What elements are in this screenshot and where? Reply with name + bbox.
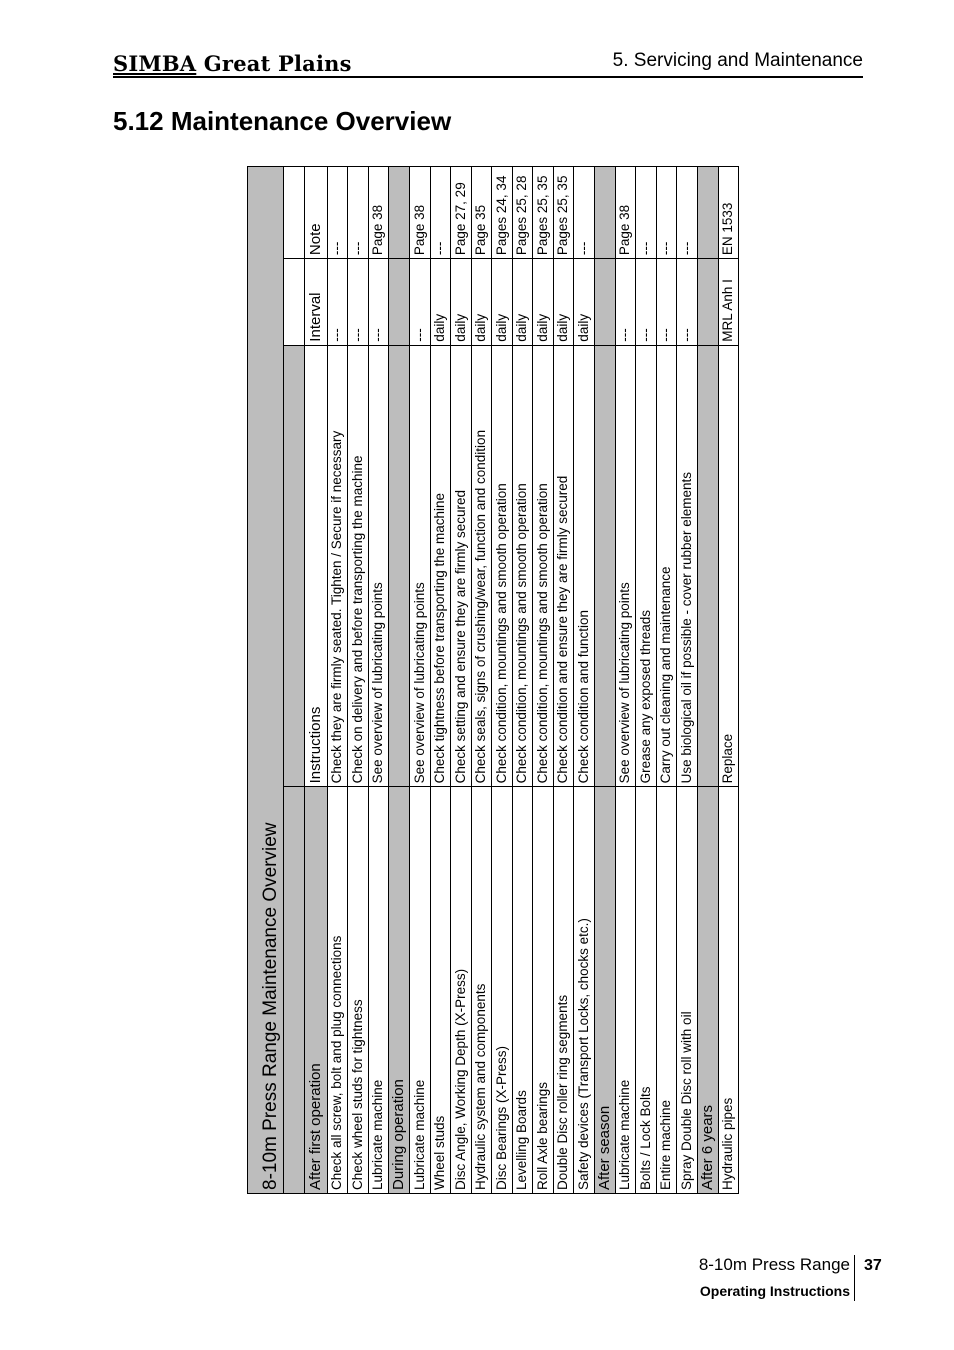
row-interval: daily <box>553 259 574 346</box>
row-instruction: Check condition, mountings and smooth operation <box>512 345 533 787</box>
row-item: Disc Angle, Working Depth (X-Press) <box>451 787 472 1194</box>
row-item: Lubricate machine <box>368 787 389 1194</box>
row-interval: daily <box>451 259 472 346</box>
footer-product: 8-10m Press Range <box>698 1255 850 1274</box>
row-item: Hydraulic pipes <box>718 787 739 1194</box>
table-row <box>533 167 554 1194</box>
page-header <box>113 46 863 78</box>
table-row <box>410 167 431 1194</box>
row-note: Pages 25, 35 <box>533 167 554 259</box>
group-cell <box>594 167 615 259</box>
table-title: 8-10m Press Range Maintenance Overview <box>248 167 284 1194</box>
column-header-row <box>304 167 327 1194</box>
row-item: Safety devices (Transport Locks, chocks etc.) <box>574 787 595 1194</box>
row-interval: MRL Anh I <box>718 259 739 346</box>
group-cell <box>389 345 410 787</box>
spacer-cell <box>284 345 305 787</box>
row-interval: daily <box>574 259 595 346</box>
group-row <box>697 167 718 1194</box>
row-instruction: Check seals, signs of crushing/wear, function and condition <box>471 345 492 787</box>
spacer-cell <box>284 787 305 1194</box>
group-row <box>594 167 615 1194</box>
column-header-interval: Interval <box>304 259 327 346</box>
row-note: --- <box>636 167 657 259</box>
table-title-row <box>248 167 284 1194</box>
row-item: Check wheel studs for tightness <box>348 787 369 1194</box>
row-interval: --- <box>656 259 677 346</box>
table-row <box>471 167 492 1194</box>
row-note: --- <box>574 167 595 259</box>
group-label: After first operation <box>304 787 327 1194</box>
row-instruction: Check on delivery and before transporting the machine <box>348 345 369 787</box>
row-item: Check all screw, bolt and plug connections <box>327 787 348 1194</box>
row-instruction: Check condition, mountings and smooth operation <box>533 345 554 787</box>
row-note: Page 38 <box>615 167 636 259</box>
row-interval: --- <box>368 259 389 346</box>
row-note: --- <box>348 167 369 259</box>
row-instruction: Grease any exposed threads <box>636 345 657 787</box>
table-row <box>553 167 574 1194</box>
row-interval: --- <box>615 259 636 346</box>
maintenance-table-rotated <box>247 166 736 1194</box>
brand-great-plains: Great Plains <box>203 51 352 76</box>
group-cell <box>389 167 410 259</box>
group-cell <box>697 167 718 259</box>
row-item: Levelling Boards <box>512 787 533 1194</box>
table-row <box>451 167 472 1194</box>
table-row <box>327 167 348 1194</box>
table-row <box>430 167 451 1194</box>
table-row <box>718 167 739 1194</box>
brand-logo <box>113 51 352 76</box>
row-note: Pages 25, 28 <box>512 167 533 259</box>
row-item: Lubricate machine <box>410 787 431 1194</box>
row-note: Pages 24, 34 <box>492 167 513 259</box>
spacer-cell <box>284 259 305 346</box>
row-interval: daily <box>512 259 533 346</box>
group-label: After season <box>594 787 615 1194</box>
column-header-instructions: Instructions <box>304 345 327 787</box>
table-row <box>512 167 533 1194</box>
page-title: 5.12 Maintenance Overview <box>113 106 452 136</box>
row-item: Wheel studs <box>430 787 451 1194</box>
group-cell <box>697 259 718 346</box>
group-row <box>389 167 410 1194</box>
row-note: --- <box>656 167 677 259</box>
column-header-note: Note <box>304 167 327 259</box>
table-row <box>348 167 369 1194</box>
row-item: Entire machine <box>656 787 677 1194</box>
maintenance-table <box>247 166 739 1194</box>
row-note: --- <box>430 167 451 259</box>
row-note: EN 1533 <box>718 167 739 259</box>
row-note: --- <box>327 167 348 259</box>
group-label: After 6 years <box>697 787 718 1194</box>
row-interval: daily <box>533 259 554 346</box>
row-instruction: See overview of lubricating points <box>410 345 431 787</box>
row-item: Roll Axle bearings <box>533 787 554 1194</box>
row-interval: --- <box>636 259 657 346</box>
row-item: Lubricate machine <box>615 787 636 1194</box>
page-footer <box>699 1255 855 1301</box>
group-cell <box>697 345 718 787</box>
table-row <box>492 167 513 1194</box>
table-row <box>615 167 636 1194</box>
row-instruction: Check they are firmly seated. Tighten / Secure if necessary <box>327 345 348 787</box>
spacer-cell <box>284 167 305 259</box>
row-note: Page 38 <box>368 167 389 259</box>
row-note: Page 38 <box>410 167 431 259</box>
row-interval: --- <box>410 259 431 346</box>
table-row <box>574 167 595 1194</box>
row-note: Page 27, 29 <box>451 167 472 259</box>
row-interval: daily <box>492 259 513 346</box>
row-interval: --- <box>677 259 698 346</box>
row-note: Page 35 <box>471 167 492 259</box>
row-instruction: Replace <box>718 345 739 787</box>
row-instruction: Check condition and function <box>574 345 595 787</box>
row-item: Spray Double Disc roll with oil <box>677 787 698 1194</box>
table-row <box>636 167 657 1194</box>
row-note: Pages 25, 35 <box>553 167 574 259</box>
row-item: Bolts / Lock Bolts <box>636 787 657 1194</box>
row-interval: daily <box>471 259 492 346</box>
table-spacer-row <box>284 167 305 1194</box>
row-instruction: Check condition and ensure they are firmly secured <box>553 345 574 787</box>
footer-doc-title: Operating Instructions <box>699 1283 850 1299</box>
row-instruction: Check condition, mountings and smooth operation <box>492 345 513 787</box>
page-number: 37 <box>864 1257 882 1274</box>
row-item: Disc Bearings (X-Press) <box>492 787 513 1194</box>
row-instruction: Carry out cleaning and maintenance <box>656 345 677 787</box>
row-item: Double Disc roller ring segments <box>553 787 574 1194</box>
row-interval: --- <box>327 259 348 346</box>
row-instruction: Use biological oil if possible - cover rubber elements <box>677 345 698 787</box>
row-note: --- <box>677 167 698 259</box>
row-interval: --- <box>348 259 369 346</box>
row-instruction: Check tightness before transporting the machine <box>430 345 451 787</box>
row-instruction: See overview of lubricating points <box>615 345 636 787</box>
row-instruction: See overview of lubricating points <box>368 345 389 787</box>
group-label: During operation <box>389 787 410 1194</box>
maintenance-table-frame <box>247 166 736 1194</box>
group-cell <box>594 259 615 346</box>
section-name: 5. Servicing and Maintenance <box>612 50 863 71</box>
table-row <box>656 167 677 1194</box>
group-cell <box>389 259 410 346</box>
row-instruction: Check setting and ensure they are firmly secured <box>451 345 472 787</box>
row-item: Hydraulic system and components <box>471 787 492 1194</box>
group-cell <box>594 345 615 787</box>
table-row <box>677 167 698 1194</box>
table-row <box>368 167 389 1194</box>
brand-simba: SIMBA <box>113 51 197 76</box>
row-interval: daily <box>430 259 451 346</box>
